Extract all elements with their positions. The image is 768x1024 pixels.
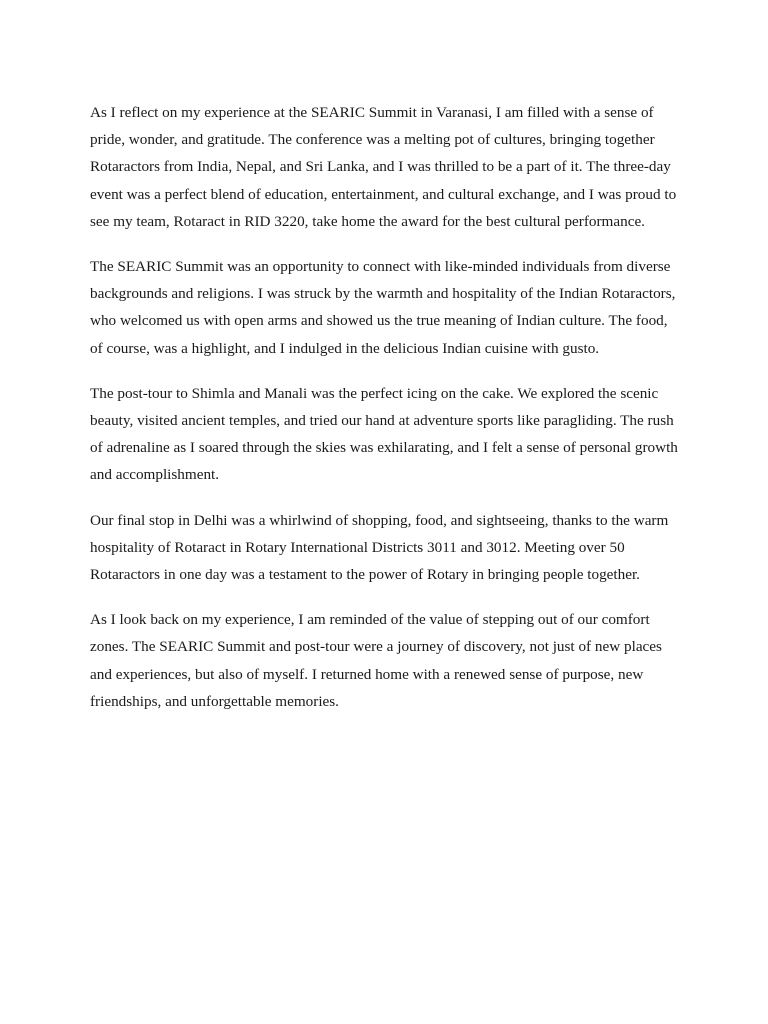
paragraph-3: The post-tour to Shimla and Manali was the perfect icing on the cake. We explored the scenic beauty, visited ancient temples, and tried our hand at adventure sports like paragliding. The rush of adrenaline as I soared through the skies was exhilarating, and I felt a sense of personal growth and accomplishment. xyxy=(90,384,678,484)
paragraph-2: The SEARIC Summit was an opportunity to connect with like-minded individuals from diverse backgrounds and religions. I was struck by the warmth and hospitality of the Indian Rotaractors, who welcomed us with open arms and showed us the true meaning of Indian culture. The food, of course, was a highlight, and I indulged in the delicious Indian cuisine with gusto. xyxy=(90,258,676,357)
paragraph-1: As I reflect on my experience at the SEARIC Summit in Varanasi, I am filled with a sense of pride, wonder, and gratitude. The conference was a melting pot of cultures, bringing together Rotaractors from India, Nepal, and Sri Lanka, and I was thrilled to be a part of it. The three-day event was a perfect blend of education, entertainment, and cultural exchange, and I was proud to see my team, Rotaract in RID 3220, take home the award for the best cultural performance. xyxy=(90,104,677,230)
document-body xyxy=(90,99,680,733)
paragraph-5: As I look back on my experience, I am reminded of the value of stepping out of our comfort zones. The SEARIC Summit and post-tour were a journey of discovery, not just of new places and experiences, but also of myself. I returned home with a renewed sense of purpose, new friendships, and unforgettable memories. xyxy=(90,611,662,710)
paragraph-4: Our final stop in Delhi was a whirlwind of shopping, food, and sightseeing, thanks to the warm hospitality of Rotaract in Rotary International Districts 3011 and 3012. Meeting over 50 Rotaractors in one day was a testament to the power of Rotary in bringing people together. xyxy=(90,511,669,584)
